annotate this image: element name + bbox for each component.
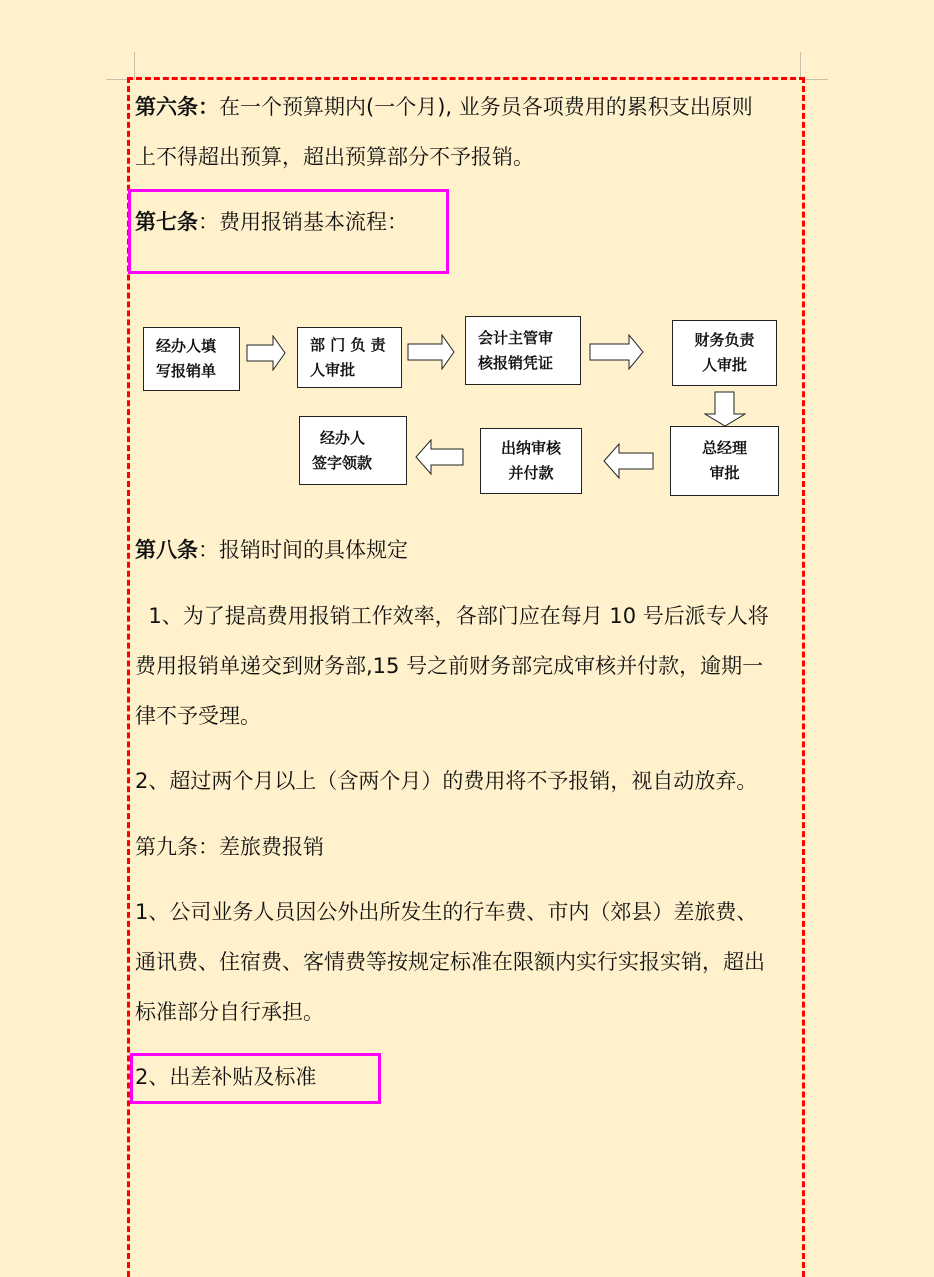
margin-mark — [134, 52, 135, 80]
margin-mark — [800, 52, 801, 80]
article6-line1 — [135, 92, 753, 122]
article7-heading — [135, 207, 408, 237]
flow-step-4: 财务负责 人审批 — [672, 320, 777, 386]
flow-step-7: 经办人 签字领款 — [299, 416, 407, 485]
arrow-down-icon — [704, 391, 746, 427]
article-label: 第八条 — [135, 538, 198, 562]
paragraph-line: 1、为了提高费用报销工作效率，各部门应在每月 10 号后派专人将 — [135, 604, 769, 628]
flow-step-3: 会计主管审 核报销凭证 — [465, 316, 581, 385]
arrow-left-icon — [603, 443, 654, 479]
flow-step-2: 部 门 负 责 人审批 — [297, 327, 402, 388]
article-text: ：费用报销基本流程： — [198, 210, 408, 234]
paragraph-line: 标准部分自行承担。 — [135, 1000, 324, 1024]
arrow-left-icon — [415, 439, 464, 475]
arrow-right-icon — [589, 334, 644, 370]
article6-line2: 上不得超出预算，超出预算部分不予报销。 — [135, 145, 534, 169]
flow-step-6: 出纳审核 并付款 — [480, 428, 582, 494]
article8-heading — [135, 535, 408, 565]
paragraph-line: 2、超过两个月以上（含两个月）的费用将不予报销，视自动放弃。 — [135, 769, 758, 793]
paragraph-line: 通讯费、住宿费、客情费等按规定标准在限额内实行实报实销，超出 — [135, 950, 765, 974]
paragraph-line: 费用报销单递交到财务部,15 号之前财务部完成审核并付款，逾期一 — [135, 654, 764, 678]
paragraph-line: 2、出差补贴及标准 — [135, 1065, 317, 1089]
arrow-right-icon — [407, 334, 455, 370]
flow-step-1: 经办人填 写报销单 — [143, 327, 240, 391]
article-label: 第六条： — [135, 95, 219, 119]
arrow-right-icon — [246, 335, 286, 371]
flow-step-5: 总经理 审批 — [670, 426, 779, 496]
article-text: 在一个预算期内(一个月), 业务员各项费用的累积支出原则 — [219, 95, 753, 119]
paragraph-line: 1、公司业务人员因公外出所发生的行车费、市内（郊县）差旅费、 — [135, 900, 758, 924]
article-text: ：报销时间的具体规定 — [198, 538, 408, 562]
article-label: 第七条 — [135, 210, 198, 234]
paragraph-line: 律不予受理。 — [135, 704, 261, 728]
article9-heading: 第九条：差旅费报销 — [135, 835, 324, 859]
